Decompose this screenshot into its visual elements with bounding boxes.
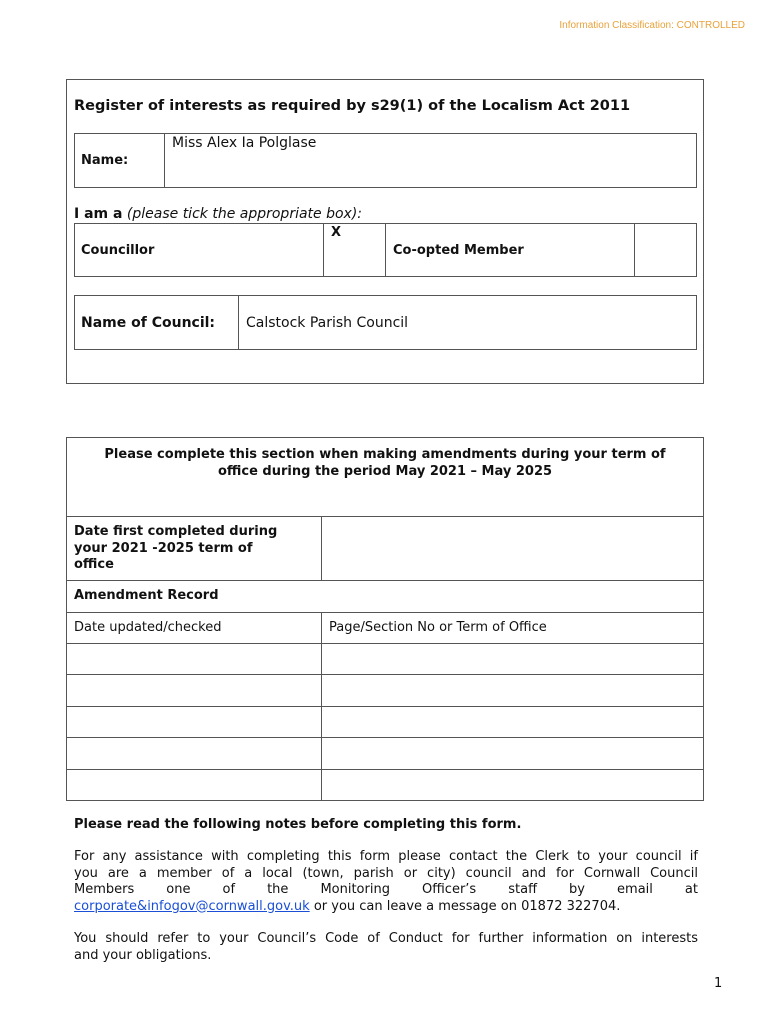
table-row — [67, 644, 703, 674]
i-am-a-label: I am a — [74, 206, 123, 222]
coopted-checkbox[interactable] — [642, 225, 692, 273]
classification-label: Information Classification: CONTROLLED — [559, 20, 745, 31]
row-page-cell[interactable] — [329, 682, 699, 700]
conduct-line2: and your obligations. — [74, 947, 212, 963]
col-page-header: Page/Section No or Term of Office — [329, 620, 547, 635]
col-date-header: Date updated/checked — [74, 620, 222, 635]
date-first-label — [74, 524, 277, 574]
row-date-cell[interactable] — [74, 777, 319, 795]
code-of-conduct-paragraph — [74, 931, 698, 964]
name-table — [74, 133, 697, 188]
conduct-line1: You should refer to your Council’s Code of Conduct for further information on interests — [74, 931, 698, 946]
amendments-intro-line2: office during the period May 2021 – May 2025 — [217, 464, 553, 479]
councillor-label: Councillor — [81, 243, 155, 258]
table-row — [67, 770, 703, 800]
council-field[interactable]: Calstock Parish Council — [246, 315, 409, 331]
row-date-cell[interactable] — [74, 745, 319, 763]
row-page-cell[interactable] — [329, 714, 699, 732]
councillor-checkbox[interactable]: X — [331, 225, 342, 240]
amendment-record-heading: Amendment Record — [74, 588, 219, 603]
row-date-cell[interactable] — [74, 714, 319, 732]
assistance-line2: you are a member of a local (town, parish or city) council and for Cornwall Council — [74, 865, 698, 881]
assistance-line4-rest: or you can leave a message on 01872 322704. — [309, 898, 621, 914]
date-first-field[interactable] — [326, 520, 698, 576]
row-page-cell[interactable] — [329, 745, 699, 763]
name-label: Name: — [81, 153, 129, 168]
notes-heading: Please read the following notes before completing this form. — [74, 817, 522, 832]
row-date-cell[interactable] — [74, 682, 319, 700]
amendments-intro — [67, 446, 703, 480]
tick-hint: (please tick the appropriate box): — [126, 206, 363, 222]
table-row — [67, 675, 703, 705]
page-number: 1 — [714, 976, 723, 991]
coopted-label: Co-opted Member — [393, 243, 524, 258]
member-type-prompt — [74, 206, 362, 222]
assistance-line4 — [74, 899, 698, 916]
assistance-line1: For any assistance with completing this form please contact the Clerk to your council if — [74, 849, 698, 864]
page-title: Register of interests as required by s29(1) of the Localism Act 2011 — [74, 98, 631, 114]
row-page-cell[interactable] — [329, 651, 699, 669]
date-first-label-line3: office — [74, 557, 114, 572]
assistance-line3: Members one of the Monitoring Officer’s staff by email at — [74, 882, 698, 897]
table-row — [67, 707, 703, 737]
name-field[interactable]: Miss Alex Ia Polglase — [172, 135, 317, 151]
council-label: Name of Council: — [81, 315, 216, 331]
amendments-intro-line1: Please complete this section when making amendments during your term of — [104, 447, 666, 462]
table-row — [67, 738, 703, 768]
date-first-label-line2: your 2021 -2025 term of — [74, 540, 253, 556]
row-date-cell[interactable] — [74, 651, 319, 669]
assistance-paragraph — [74, 849, 698, 915]
row-page-cell[interactable] — [329, 777, 699, 795]
date-first-label-line1: Date first completed during — [74, 524, 278, 539]
email-link[interactable]: corporate&infogov@cornwall.gov.uk — [74, 898, 310, 914]
